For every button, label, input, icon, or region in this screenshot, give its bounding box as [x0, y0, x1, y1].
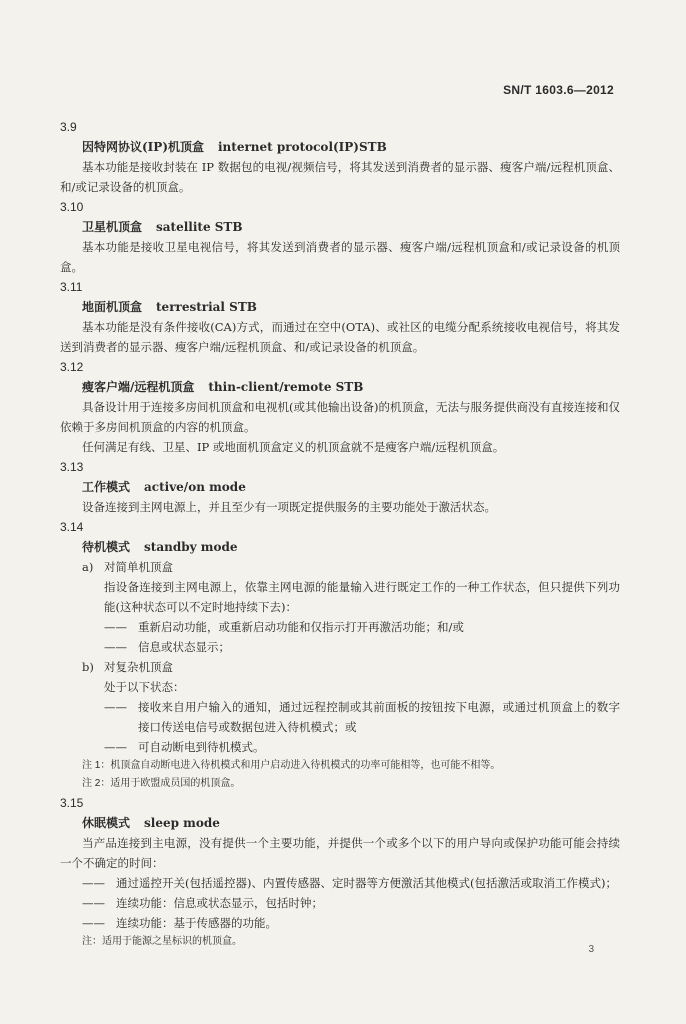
term-chinese: 休眠模式	[82, 816, 131, 830]
clause-term	[60, 477, 620, 497]
term-chinese: 地面机顶盒	[82, 300, 143, 314]
list-item-b-title	[60, 657, 620, 677]
page-number: 3	[588, 944, 594, 955]
dash-item	[60, 873, 620, 893]
clause-definition: 设备连接到主网电源上，并且至少有一项既定提供服务的主要功能处于激活状态。	[82, 500, 496, 514]
term-english: satellite STB	[156, 220, 243, 234]
clause-term	[60, 377, 620, 397]
clause-3-12	[60, 357, 620, 457]
clause-3-10	[60, 197, 620, 277]
clause-definition: 基本功能是没有条件接收(CA)方式，而通过在空中(OTA)、或社区的电缆分配系统接收电视信号，将其发送到消费者的显示器、瘦客户端/远程机顶盒、和/或记录设备的机顶盒。	[60, 320, 620, 354]
term-chinese: 工作模式	[82, 480, 131, 494]
dash-marker: ——	[82, 896, 105, 910]
dash-marker: ——	[82, 916, 105, 930]
term-chinese: 卫星机顶盒	[82, 220, 143, 234]
clause-number: 3.14	[60, 520, 84, 534]
dash-item-text: 可自动断电到待机模式。	[138, 740, 265, 754]
clause-number: 3.15	[60, 796, 84, 810]
note: 注：适用于能源之星标识的机顶盒。	[82, 936, 242, 947]
dash-item-text: 连续功能：信息或状态显示，包括时钟；	[116, 896, 323, 910]
term-english: sleep mode	[144, 816, 220, 830]
clause-paragraph: 任何满足有线、卫星、IP 或地面机顶盒定义的机顶盒就不是瘦客户端/远程机顶盒。	[82, 440, 505, 454]
clause-term	[60, 137, 620, 157]
dash-item-text: 接收来自用户输入的通知，通过远程控制或其前面板的按钮按下电源，或通过机顶盒上的数字接口传送电信号或数据包进入待机模式；或	[138, 700, 620, 734]
clause-term	[60, 537, 620, 557]
list-item-b-text: 处于以下状态：	[104, 680, 185, 694]
dash-marker: ——	[104, 700, 127, 714]
clause-number: 3.10	[60, 200, 84, 214]
clause-number: 3.11	[60, 280, 83, 294]
clause-term	[60, 297, 620, 317]
clause-3-11	[60, 277, 620, 357]
dash-item	[60, 893, 620, 913]
term-chinese: 待机模式	[82, 540, 131, 554]
clause-definition: 当产品连接到主电源，没有提供一个主要功能，并提供一个或多个以下的用户导向或保护功能可能会持续一个不确定的时间：	[60, 836, 620, 870]
clause-definition: 基本功能是接收封装在 IP 数据包的电视/视频信号，将其发送到消费者的显示器、瘦客户端/远程机顶盒、和/或记录设备的机顶盒。	[60, 160, 620, 194]
dash-item-text: 连续功能：基于传感器的功能。	[116, 916, 277, 930]
standard-number: SN/T 1603.6—2012	[503, 83, 614, 97]
term-chinese: 因特网协议(IP)机顶盒	[82, 140, 204, 154]
dash-item	[60, 737, 620, 757]
term-english: standby mode	[144, 540, 238, 554]
clause-3-15	[60, 793, 620, 951]
dash-marker: ——	[104, 740, 127, 754]
clause-number: 3.13	[60, 460, 84, 474]
clause-definition: 具备设计用于连接多房间机顶盒和电视机(或其他输出设备)的机顶盒，无法与服务提供商没有直接连接和仅依赖于多房间机顶盒的内容的机顶盒。	[60, 400, 620, 434]
dash-marker: ——	[104, 640, 127, 654]
dash-item-text: 重新启动功能，或重新启动功能和仅指示打开再激活功能；和/或	[138, 620, 464, 634]
term-english: internet protocol(IP)STB	[218, 140, 387, 154]
dash-item	[60, 913, 620, 933]
clause-3-14	[60, 517, 620, 793]
note-2: 注 2：适用于欧盟成员国的机顶盒。	[82, 778, 241, 789]
dash-marker: ——	[104, 620, 127, 634]
list-marker: b)	[82, 660, 94, 674]
term-english: terrestrial STB	[156, 300, 257, 314]
clause-term	[60, 813, 620, 833]
clause-term	[60, 217, 620, 237]
clause-number: 3.12	[60, 360, 84, 374]
dash-item-text: 通过遥控开关(包括遥控器)、内置传感器、定时器等方便激活其他模式(包括激活或取消工作模式)；	[116, 876, 617, 890]
clause-definition: 基本功能是接收卫星电视信号，将其发送到消费者的显示器、瘦客户端/远程机顶盒和/或记录设备的机顶盒。	[60, 240, 620, 274]
list-item-title: 对复杂机顶盒	[104, 660, 173, 674]
term-english: active/on mode	[144, 480, 246, 494]
dash-item	[60, 617, 620, 637]
clause-list	[60, 117, 620, 951]
clause-3-9	[60, 117, 620, 197]
clause-3-13	[60, 457, 620, 517]
term-english: thin-client/remote STB	[208, 380, 364, 394]
list-item-a-text: 指设备连接到主网电源上，依靠主网电源的能量输入进行既定工作的一种工作状态，但只提供下列功能(这种状态可以不定时地持续下去)：	[104, 580, 620, 614]
list-item-a-title	[60, 557, 620, 577]
dash-item	[60, 697, 620, 737]
clause-number: 3.9	[60, 120, 77, 134]
dash-item	[60, 637, 620, 657]
note-1: 注 1：机顶盒自动断电进入待机模式和用户启动进入待机模式的功率可能相等，也可能不相等。	[82, 760, 501, 771]
dash-item-text: 信息或状态显示；	[138, 640, 230, 654]
term-chinese: 瘦客户端/远程机顶盒	[82, 380, 195, 394]
list-marker: a)	[82, 560, 94, 574]
list-item-title: 对简单机顶盒	[104, 560, 173, 574]
dash-marker: ——	[82, 876, 105, 890]
